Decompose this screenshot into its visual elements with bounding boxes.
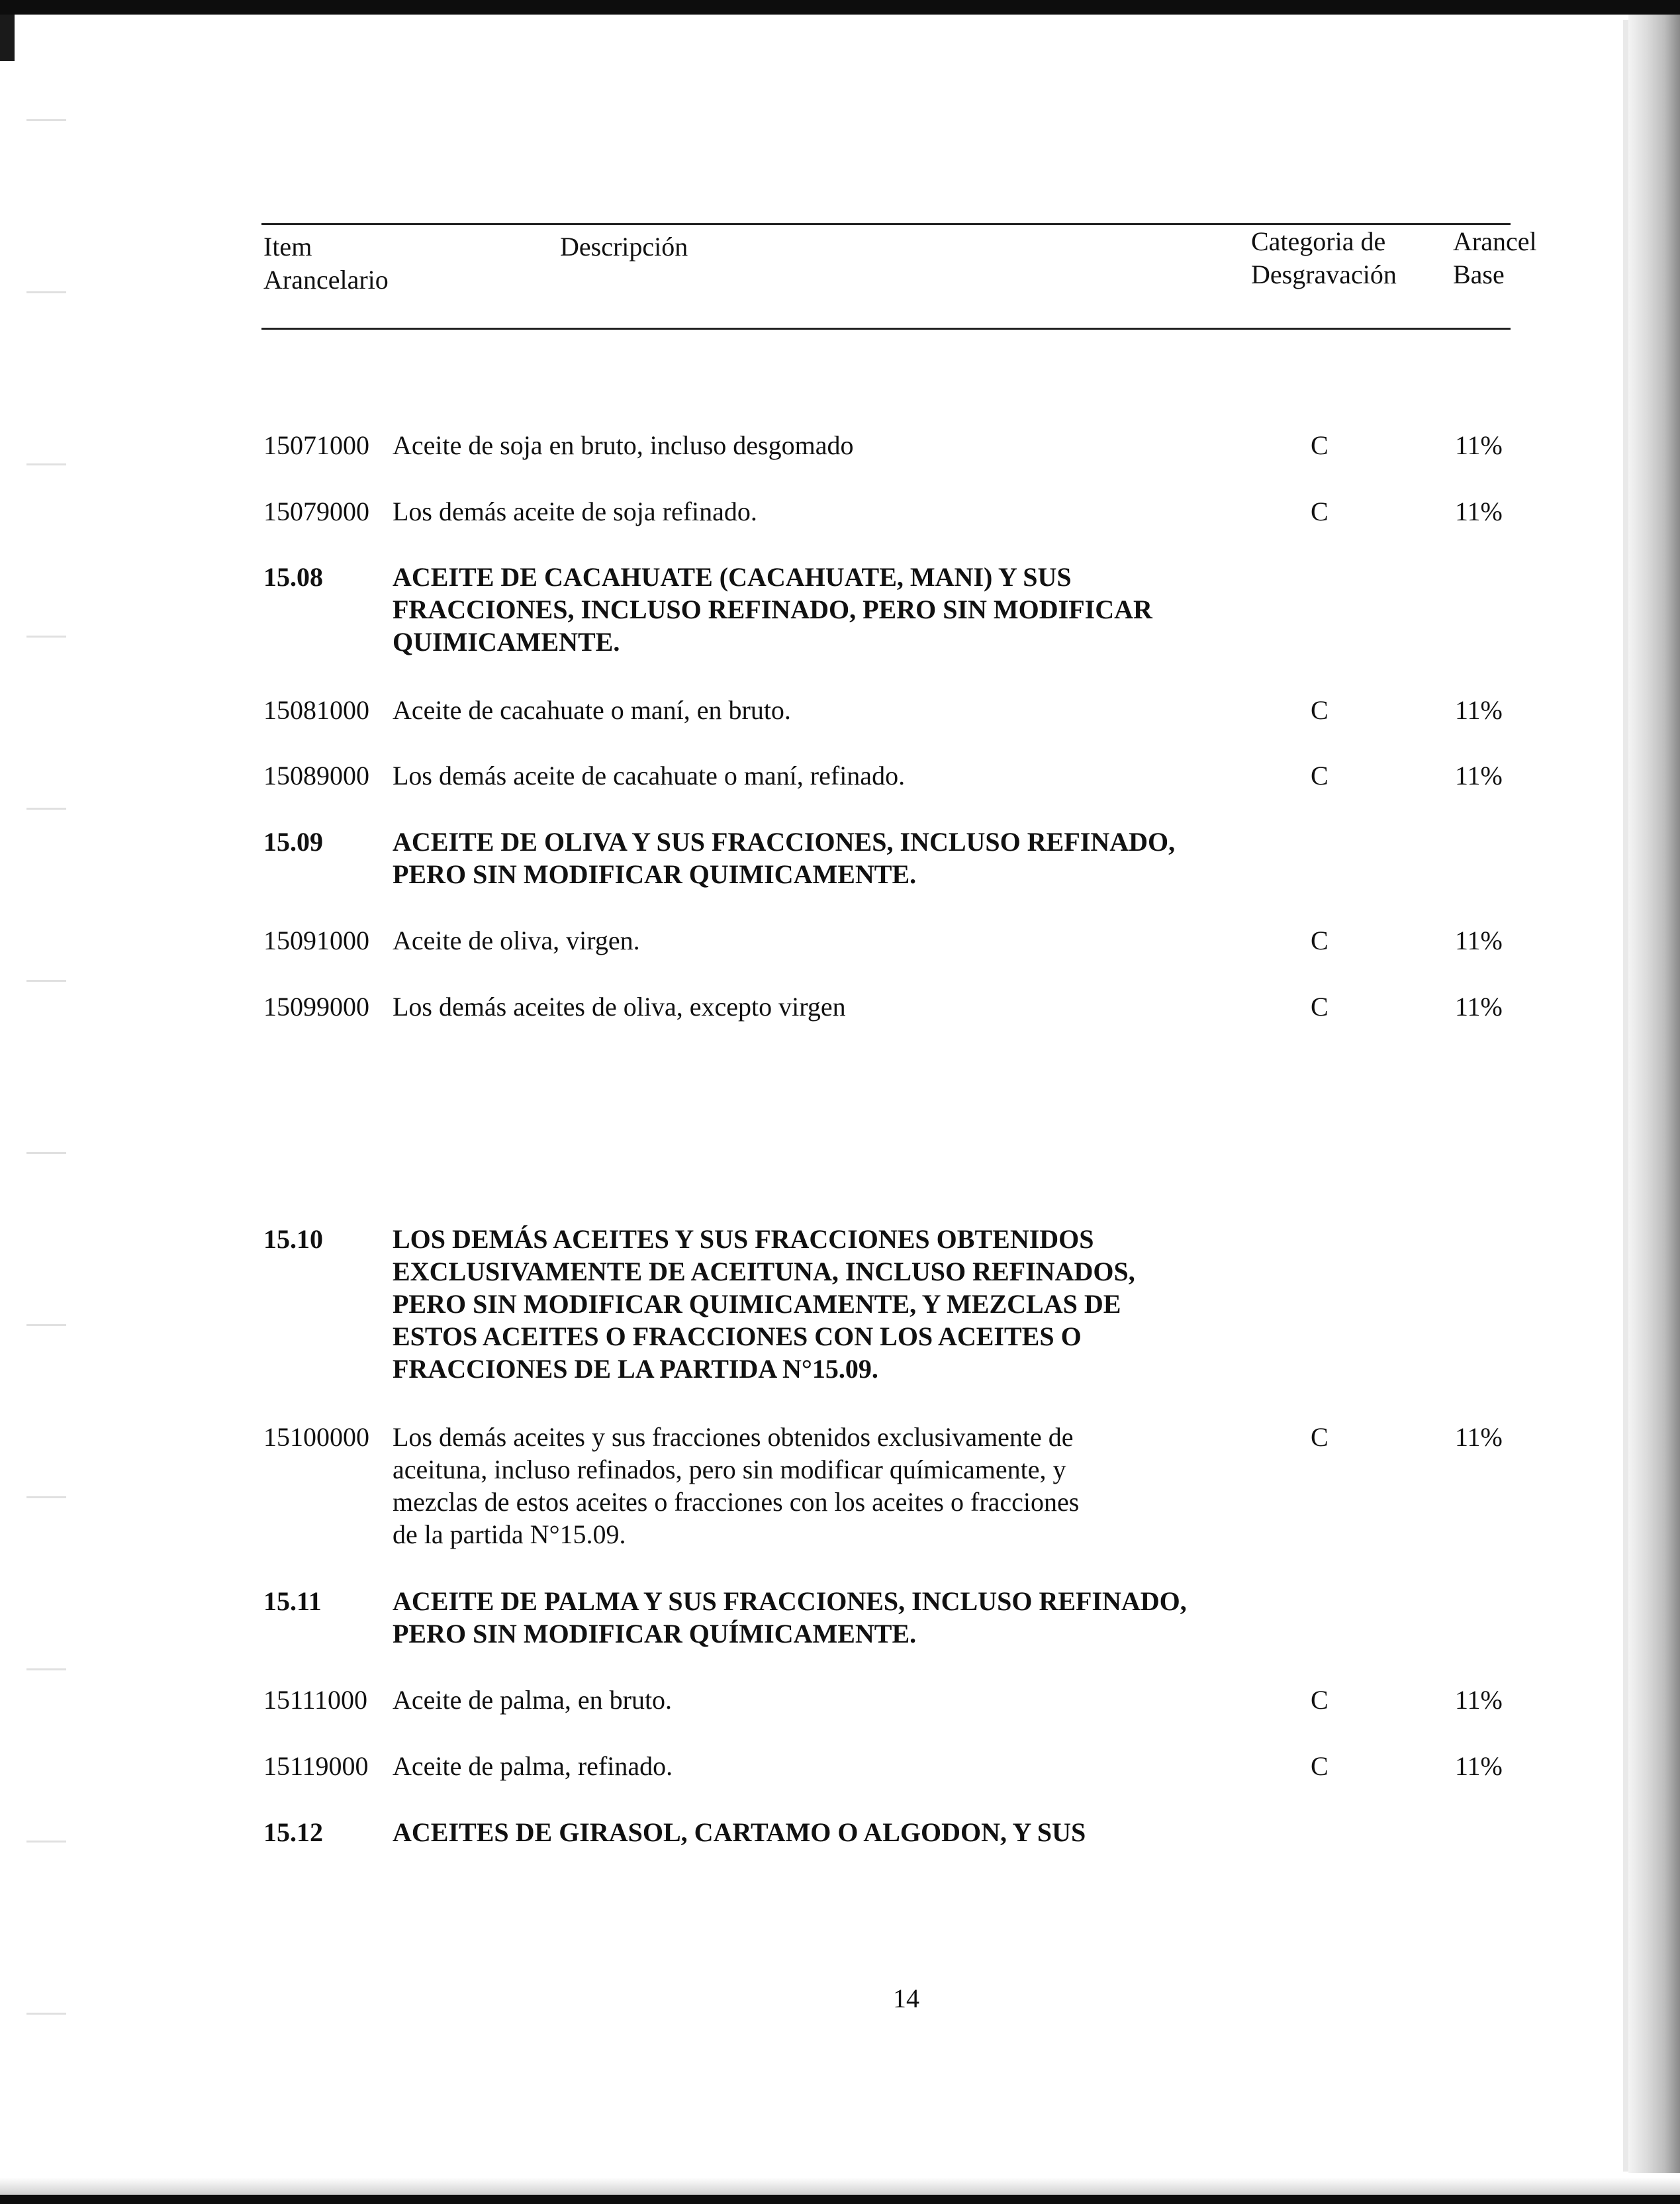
header-descripcion <box>560 230 688 264</box>
heading-description-line: ACEITE DE PALMA Y SUS FRACCIONES, INCLUSO REFINADO, <box>393 1586 1187 1616</box>
row-base-rate: 11% <box>1455 430 1503 460</box>
heading-description-line: EXCLUSIVAMENTE DE ACEITUNA, INCLUSO REFINADOS, <box>393 1257 1135 1286</box>
heading-description-line: PERO SIN MODIFICAR QUÍMICAMENTE. <box>393 1619 917 1649</box>
row-category: C <box>1311 1685 1329 1715</box>
row-base-rate: 11% <box>1455 761 1503 791</box>
row-description-line: de la partida N°15.09. <box>393 1519 626 1549</box>
row-base-rate: 11% <box>1455 497 1503 526</box>
header-item-arancelario <box>263 230 389 297</box>
row-category: C <box>1311 992 1329 1022</box>
row-base-rate: 11% <box>1455 695 1503 725</box>
heading-description <box>393 1816 1086 1848</box>
header-bottom-rule <box>261 328 1511 330</box>
heading-description-line: PERO SIN MODIFICAR QUIMICAMENTE, Y MEZCLAS DE <box>393 1289 1121 1319</box>
heading-description-line: LOS DEMÁS ACEITES Y SUS FRACCIONES OBTENIDOS <box>393 1224 1094 1254</box>
header-base-line2: Base <box>1453 260 1505 289</box>
scan-edge-right-inner <box>1623 20 1628 2172</box>
row-description-line: Aceite de soja en bruto, incluso desgomado <box>393 430 854 460</box>
heading-description-line: ACEITE DE OLIVA Y SUS FRACCIONES, INCLUSO REFINADO, <box>393 827 1176 857</box>
row-description-line: mezclas de estos aceites o fracciones con los aceites o fracciones <box>393 1487 1080 1517</box>
scan-border-bottom <box>0 2195 1680 2204</box>
row-category: C <box>1311 1751 1329 1781</box>
row-description <box>393 495 757 528</box>
row-description-line: Los demás aceites y sus fracciones obtenidos exclusivamente de <box>393 1422 1074 1452</box>
row-code: 15079000 <box>263 497 369 526</box>
row-code: 15100000 <box>263 1422 369 1452</box>
page-number: 14 <box>893 1984 919 2013</box>
row-code: 15089000 <box>263 761 369 791</box>
heading-code: 15.11 <box>263 1586 322 1616</box>
scan-border-top <box>0 0 1680 15</box>
heading-code: 15.08 <box>263 562 323 592</box>
heading-description-line: PERO SIN MODIFICAR QUIMICAMENTE. <box>393 859 917 889</box>
row-code: 15099000 <box>263 992 369 1022</box>
heading-description-line: ACEITES DE GIRASOL, CARTAMO O ALGODON, Y SUS <box>393 1817 1086 1847</box>
row-category: C <box>1311 430 1329 460</box>
row-base-rate: 11% <box>1455 926 1503 955</box>
scan-specks-left <box>26 40 66 2158</box>
header-category-line1: Categoria de <box>1251 226 1386 256</box>
heading-description <box>393 826 1175 890</box>
heading-code: 15.12 <box>263 1817 323 1847</box>
scan-border-right <box>1628 15 1680 2173</box>
heading-code: 15.10 <box>263 1224 323 1254</box>
row-description-line: Aceite de cacahuate o maní, en bruto. <box>393 695 791 725</box>
heading-description <box>393 1585 1187 1650</box>
row-description <box>393 694 791 726</box>
row-description-line: Aceite de oliva, virgen. <box>393 926 640 955</box>
row-code: 15091000 <box>263 926 369 955</box>
row-category: C <box>1311 1422 1329 1452</box>
row-description-line: Aceite de palma, refinado. <box>393 1751 673 1781</box>
row-description-line: Los demás aceite de soja refinado. <box>393 497 757 526</box>
header-description-label: Descripción <box>560 232 688 262</box>
heading-description-line: QUIMICAMENTE. <box>393 627 620 657</box>
heading-description-line: ESTOS ACEITES O FRACCIONES CON LOS ACEITES O <box>393 1321 1082 1351</box>
header-category-line2: Desgravación <box>1251 260 1397 289</box>
row-description-line: aceituna, incluso refinados, pero sin modificar químicamente, y <box>393 1455 1066 1484</box>
row-description-line: Aceite de palma, en bruto. <box>393 1685 673 1715</box>
header-item-line2: Arancelario <box>263 265 389 295</box>
row-description <box>393 429 853 461</box>
heading-description-line: FRACCIONES DE LA PARTIDA N°15.09. <box>393 1354 878 1384</box>
row-description <box>393 1421 1079 1551</box>
heading-description <box>393 561 1152 658</box>
header-item-line1: Item <box>263 232 312 262</box>
row-code: 15081000 <box>263 695 369 725</box>
row-base-rate: 11% <box>1455 1751 1503 1781</box>
row-description <box>393 759 905 792</box>
heading-description <box>393 1223 1135 1385</box>
heading-description-line: FRACCIONES, INCLUSO REFINADO, PERO SIN MODIFICAR <box>393 595 1152 624</box>
row-code: 15119000 <box>263 1751 369 1781</box>
row-base-rate: 11% <box>1455 992 1503 1022</box>
row-description <box>393 1750 673 1782</box>
row-description-line: Los demás aceite de cacahuate o maní, refinado. <box>393 761 906 791</box>
header-arancel-base <box>1453 225 1537 291</box>
row-description <box>393 924 640 957</box>
row-description <box>393 990 846 1023</box>
scan-fade-bottom <box>0 2178 1680 2195</box>
row-category: C <box>1311 695 1329 725</box>
row-description-line: Los demás aceites de oliva, excepto virgen <box>393 992 846 1022</box>
row-category: C <box>1311 926 1329 955</box>
row-code: 15111000 <box>263 1685 368 1715</box>
heading-description-line: ACEITE DE CACAHUATE (CACAHUATE, MANI) Y SUS <box>393 562 1072 592</box>
row-description <box>393 1684 672 1716</box>
row-base-rate: 11% <box>1455 1422 1503 1452</box>
header-categoria <box>1251 225 1397 291</box>
row-code: 15071000 <box>263 430 369 460</box>
header-base-line1: Arancel <box>1453 226 1537 256</box>
row-category: C <box>1311 761 1329 791</box>
heading-code: 15.09 <box>263 827 323 857</box>
scan-shadow-left <box>0 15 15 61</box>
row-base-rate: 11% <box>1455 1685 1503 1715</box>
row-category: C <box>1311 497 1329 526</box>
